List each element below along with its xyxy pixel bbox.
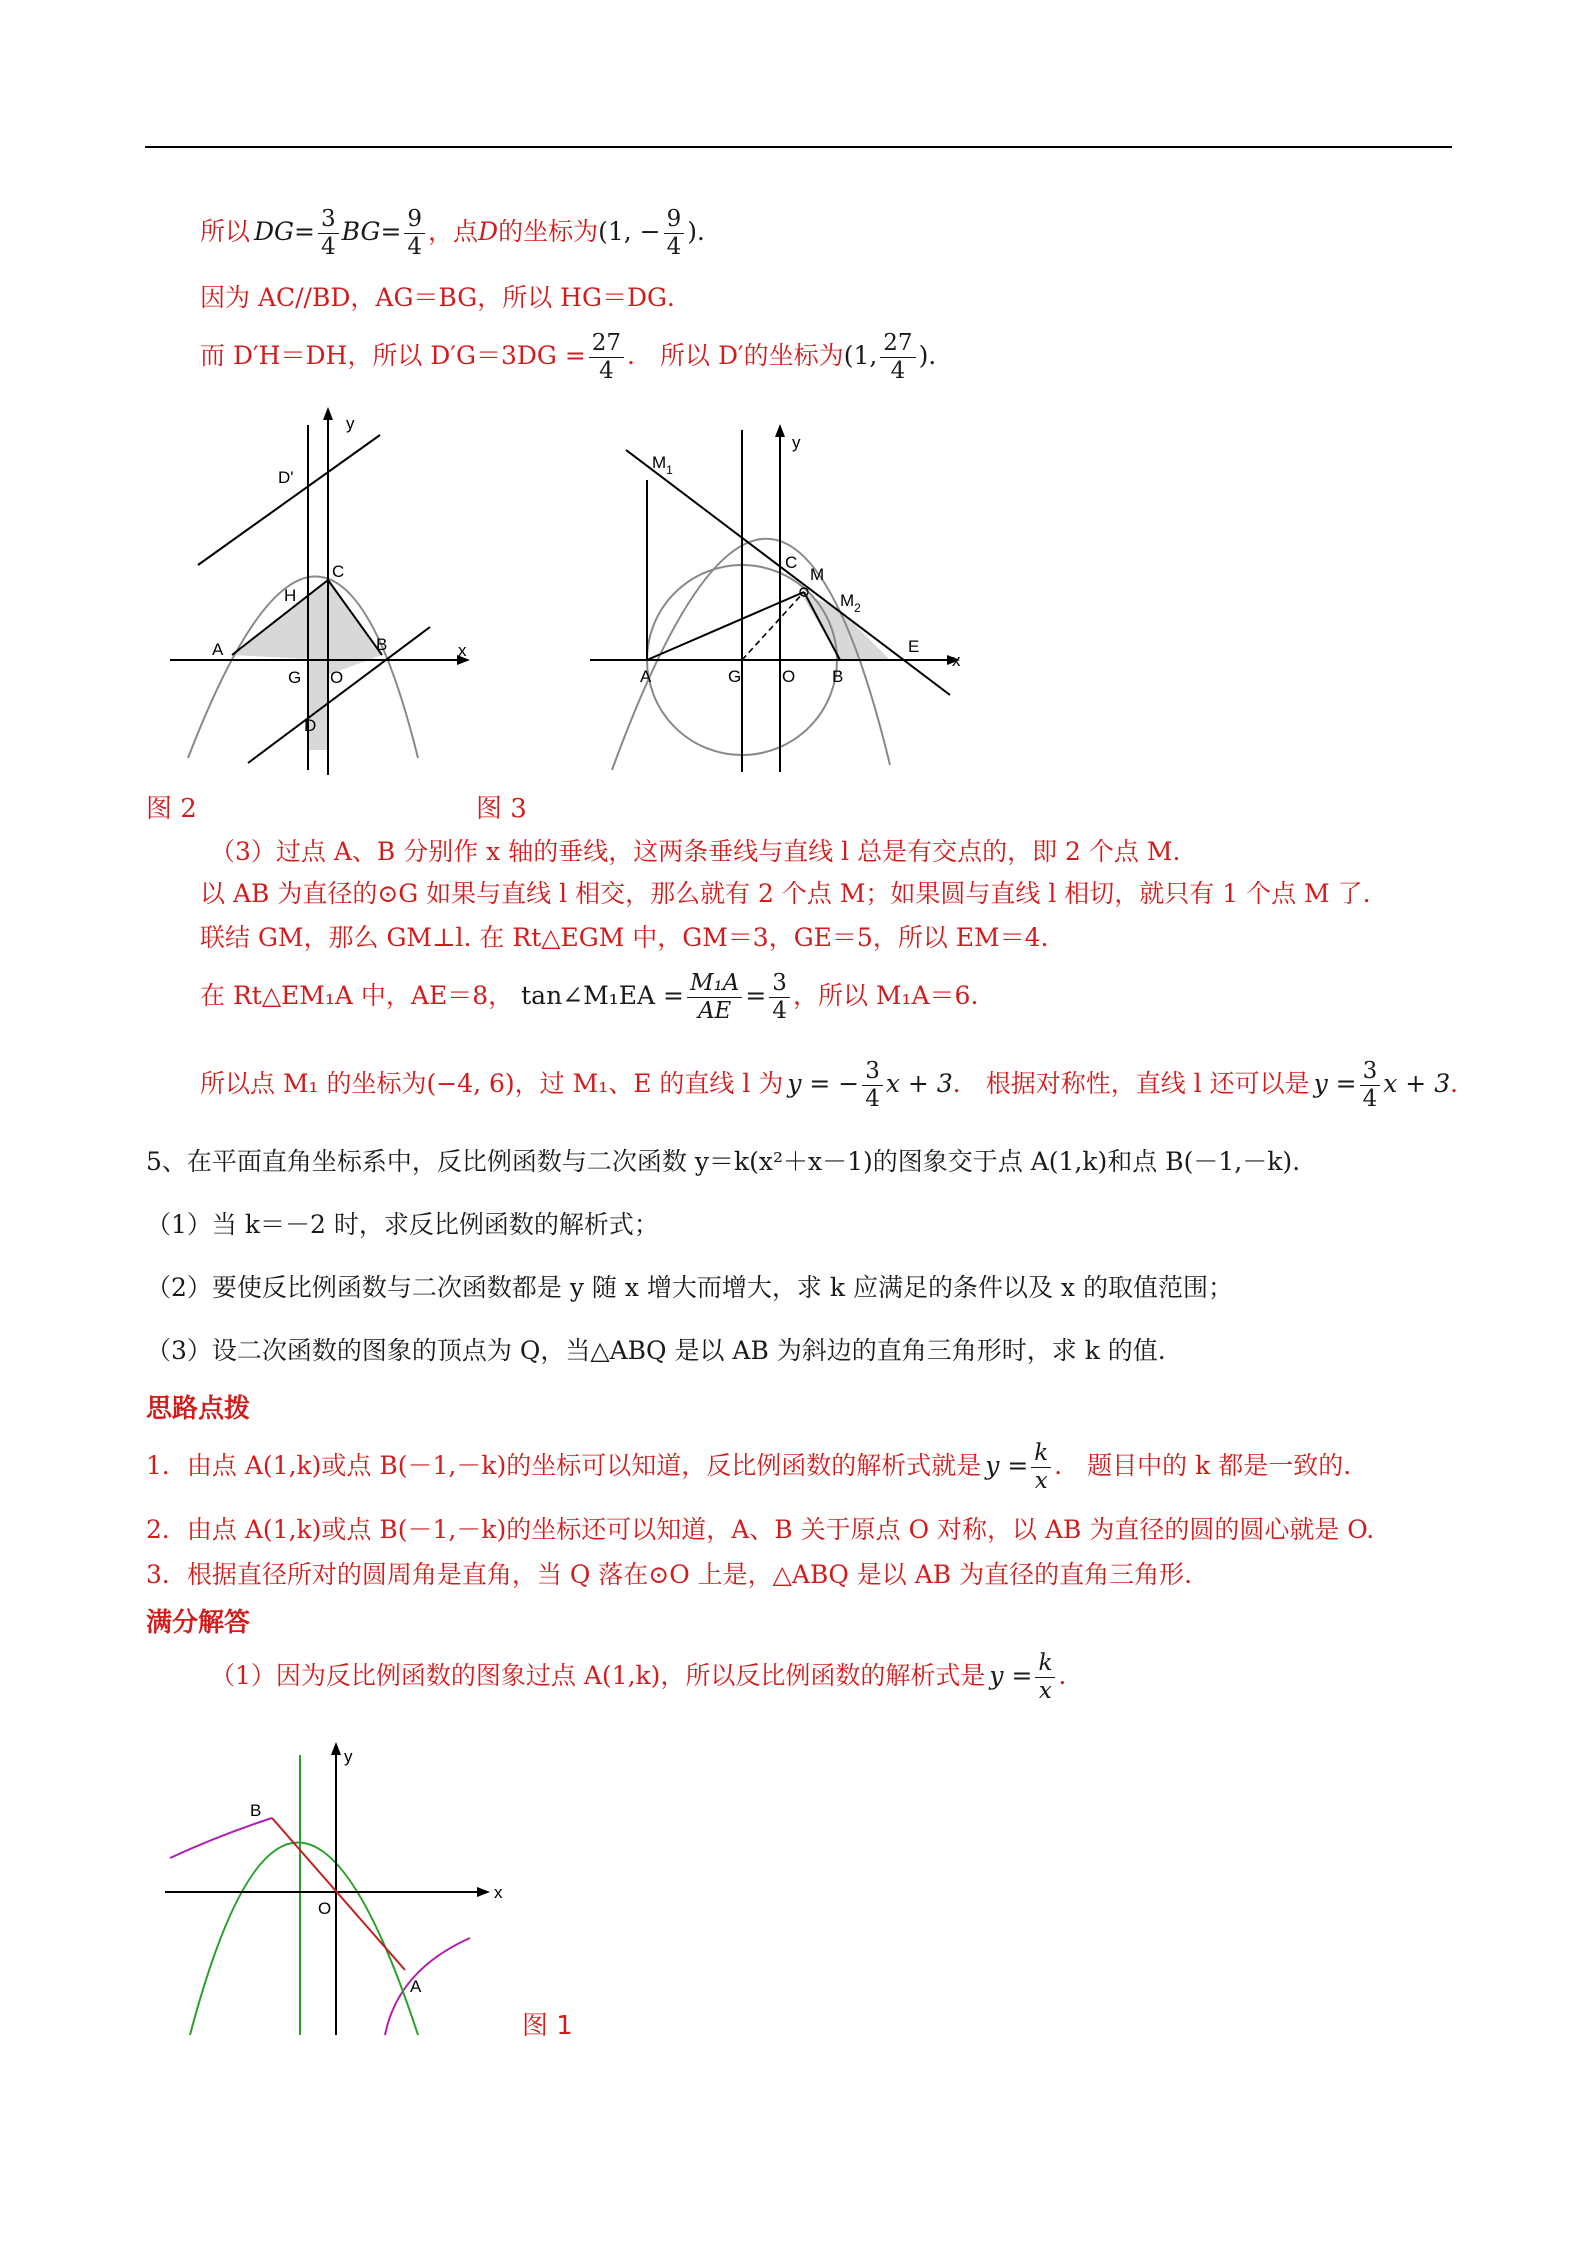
label-g: G [288, 668, 302, 687]
hyperbola-branch-left [170, 1818, 272, 1858]
fraction-3-4d: $\frac{3}{4}$ [862, 1060, 883, 1111]
y-axis-arrow-icon [775, 424, 785, 437]
label-a: A [640, 667, 652, 686]
parabola-green [190, 1843, 418, 2036]
part3-line-4: 在 Rt△EM₁A 中，AE＝8， tan∠M₁EA = $\frac{\text{M₁A}}{AE}$ = $\frac{3}{4}$ ，所以 M₁A＝6. [200, 970, 979, 1024]
label-b: B [832, 667, 844, 686]
label-b: B [376, 635, 388, 654]
figure-2 [160, 405, 480, 780]
fraction-k-x: $\frac{k}{x}$ [1031, 1442, 1051, 1493]
fraction-k-x-2: $\frac{k}{x}$ [1035, 1652, 1055, 1703]
label-a: A [212, 640, 224, 659]
question-5-sub-1: （1）当 k＝－2 时，求反比例函数的解析式； [146, 1210, 659, 1239]
y-axis-arrow-icon [331, 1742, 341, 1755]
line-dprime [198, 435, 380, 565]
label-d: D [304, 716, 317, 735]
header-rule [145, 146, 1452, 148]
label-g: G [728, 667, 742, 686]
fraction-3-4: $\frac{3}{4}$ [318, 208, 339, 259]
y-axis-arrow-icon [323, 407, 333, 420]
fraction-9-4: $\frac{9}{4}$ [404, 208, 425, 259]
label-o: O [330, 668, 344, 687]
hints-heading: 思路点拨 [146, 1394, 251, 1424]
figure-2-caption: 图 2 [146, 794, 197, 824]
figure-3 [590, 420, 970, 775]
fraction-27-4b: $\frac{27}{4}$ [880, 332, 915, 383]
label-a: A [410, 1977, 422, 1996]
fraction-27-4: $\frac{27}{4}$ [589, 332, 624, 383]
solution-line-3: 而 D′H＝DH，所以 D′G＝3DG = $\frac{27}{4}$ ． 所以 D′的坐标为(1, $\frac{27}{4}$ )． [200, 330, 954, 384]
hint-1: 1．由点 A(1,k)或点 B(－1,－k)的坐标可以知道，反比例函数的解析式就是 y = $\frac{k}{x}$ ． 题目中的 k 都是一致的. [146, 1440, 1352, 1494]
label-m1: $M_1$ [652, 453, 673, 477]
label-m: M [810, 565, 825, 584]
fraction-m1a-ae: $\frac{\text{M₁A}}{AE}$ [687, 972, 742, 1023]
label-x: x [458, 641, 467, 660]
hint-3: 3．根据直径所对的圆周角是直角，当 Q 落在⊙O 上是，△ABQ 是以 AB 为直径的直角三角形. [146, 1560, 1193, 1589]
label-o: O [782, 667, 796, 686]
label-dprime: D' [278, 468, 294, 487]
answer-line-1: （1）因为反比例函数的图象过点 A(1,k)，所以反比例函数的解析式是 y = $\frac{k}{x}$ . [210, 1650, 1067, 1704]
hint-2: 2．由点 A(1,k)或点 B(－1,－k)的坐标还可以知道，A、B 关于原点 O 对称，以 AB 为直径的圆的圆心就是 O. [146, 1515, 1375, 1544]
part3-line-1: （3）过点 A、B 分别作 x 轴的垂线，这两条垂线与直线 l 总是有交点的，即 2 个点 M. [210, 837, 1181, 866]
figure-1-caption: 图 1 [522, 2011, 573, 2041]
label-y: y [344, 1747, 353, 1766]
part3-line-2: 以 AB 为直径的⊙G 如果与直线 l 相交，那么就有 2 个点 M；如果圆与直线 l 相切，就只有 1 个点 M 了. [200, 879, 1371, 908]
label-b: B [250, 1801, 262, 1820]
part3-line-5: 所以点 M₁ 的坐标为(−4, 6)，过 M₁、E 的直线 l 为 y = − $\frac{3}{4}$ x + 3． 根据对称性，直线 l 还可以是 y = $\frac{3}{4}$ x + 3． [200, 1058, 1476, 1112]
label-m2: $M_2$ [840, 591, 861, 615]
fraction-3-4e: $\frac{3}{4}$ [1360, 1060, 1381, 1111]
figure-3-caption: 图 3 [476, 794, 527, 824]
answer-heading: 满分解答 [146, 1608, 251, 1638]
question-5-sub-2: （2）要使反比例函数与二次函数都是 y 随 x 增大而增大，求 k 应满足的条件以及 x 的取值范围； [146, 1273, 1233, 1302]
part3-line-3: 联结 GM，那么 GM⊥l. 在 Rt△EGM 中，GM＝3，GE＝5，所以 EM＝4. [200, 923, 1049, 952]
solution-line-1: 所以 DG= $\frac{3}{4}$ BG= $\frac{9}{4}$ ，点D的坐标为(1, − $\frac{9}{4}$ )． [200, 206, 723, 260]
label-e: E [908, 637, 920, 656]
segment-gm-dashed [742, 592, 804, 660]
hyperbola-branch-right [385, 1938, 470, 2035]
fraction-3-4c: $\frac{3}{4}$ [769, 972, 790, 1023]
label-y: y [792, 433, 801, 452]
question-5-stem: 5、在平面直角坐标系中，反比例函数与二次函数 y＝k(x²＋x－1)的图象交于点 A(1,k)和点 B(－1,－k). [146, 1147, 1301, 1176]
fraction-9-4b: $\frac{9}{4}$ [664, 208, 685, 259]
line-l [626, 450, 950, 695]
segment-ab [272, 1818, 405, 1970]
label-x: x [494, 1883, 503, 1902]
solution-line-2: 因为 AC//BD，AG＝BG，所以 HG＝DG． [200, 283, 692, 312]
x-axis-arrow-icon [477, 1887, 490, 1897]
label-c: C [332, 562, 345, 581]
question-5-sub-3: （3）设二次函数的图象的顶点为 Q，当△ABQ 是以 AB 为斜边的直角三角形时，求 k 的值. [146, 1336, 1166, 1365]
figure-1 [160, 1740, 520, 2045]
label-y: y [346, 414, 355, 433]
label-h: H [284, 586, 297, 605]
label-c: C [785, 553, 798, 572]
label-o: O [318, 1899, 332, 1918]
label-x: x [952, 651, 961, 670]
